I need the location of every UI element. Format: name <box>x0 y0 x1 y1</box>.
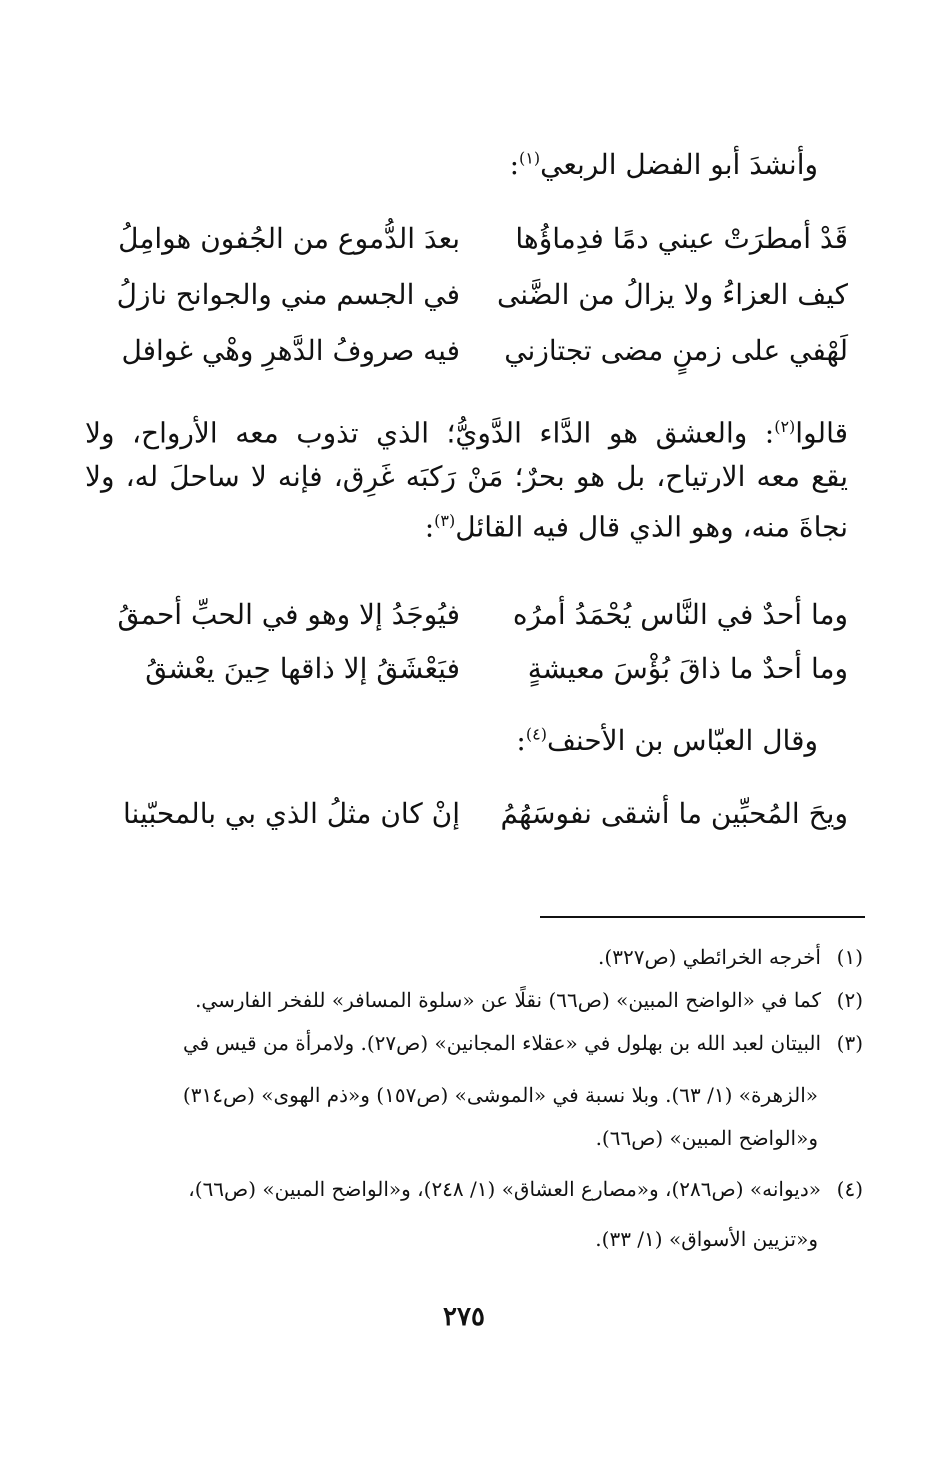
footnote-ref: (٢) <box>774 417 796 436</box>
verse-first-hemistich: كيف العزاءُ ولا يزالُ من الضَّنى <box>496 278 848 311</box>
footnote-text: البيتان لعبد الله بن بهلول في «عقلاء المجانين» (ص٢٧). ولامرأة من قيس في <box>182 1031 821 1055</box>
poem-intro <box>510 148 818 181</box>
verse-second-hemistich: إنْ كان مثلُ الذي بي بالمحبّينا <box>123 797 460 830</box>
footnote-text: «ديوانه» (ص٢٨٦)، و«مصارع العشاق» (١/ ٢٤٨)، و«الواضح المبين» (ص٦٦)، <box>188 1177 821 1201</box>
prose-text: : <box>424 510 435 544</box>
prose-line <box>85 499 848 549</box>
prose-line <box>85 405 848 455</box>
prose-text: نجاةَ منه، وهو الذي قال فيه القائل <box>455 510 848 544</box>
footnote-ref: (٣) <box>434 511 456 531</box>
intro-text: وأنشدَ أبو الفضل الربعي <box>540 148 818 181</box>
verse-first-hemistich: لَهْفي على زمنٍ مضى تجتازني <box>504 334 848 367</box>
footnote-separator <box>540 916 865 918</box>
verse-first-hemistich: وما أحدٌ في النَّاس يُحْمَدُ أمرُه <box>512 598 848 631</box>
footnote-number: (٤) <box>836 1177 863 1201</box>
footnote-ref: (٤) <box>525 724 547 744</box>
verse-second-hemistich: فيُوجَدُ إلا وهو في الحبِّ أحمقُ <box>117 598 460 631</box>
intro-colon: : <box>516 724 526 757</box>
prose-line: يقع معه الارتياح، بل هو بحرٌ؛ مَنْ رَكبَه غَرِق، فإنه لا ساحلَ له، ولا <box>85 460 848 494</box>
footnote-4 <box>80 1168 863 1211</box>
footnote-number: (٣) <box>836 1031 863 1055</box>
poem-intro <box>516 724 818 757</box>
verse-first-hemistich: ويحَ المُحبِّين ما أشقى نفوسَهُمُ <box>500 797 848 830</box>
prose-text: : والعشق هو الدَّاء الدَّويُّ؛ الذي تذوب معه الأرواح، ولا <box>85 416 775 450</box>
page-number: ٢٧٥ <box>443 1302 485 1332</box>
verse-first-hemistich: قَدْ أمطرَتْ عيني دمًا فدِماؤُها <box>515 222 848 255</box>
footnote-3 <box>80 1022 863 1065</box>
intro-colon: : <box>509 148 520 181</box>
prose-paragraph <box>85 405 848 550</box>
verse-second-hemistich: في الجسم مني والجوانح نازلُ <box>116 278 460 311</box>
footnote-3-continuation: «الزهرة» (١/ ٦٣). وبلا نسبة في «الموشى» (ص١٥٧) و«ذم الهوى» (ص٣١٤) <box>182 1083 818 1107</box>
footnote-text: أخرجه الخرائطي (ص٣٢٧). <box>598 945 821 969</box>
footnote-4-continuation: و«تزيين الأسواق» (١/ ٣٣). <box>595 1227 818 1251</box>
footnote-text: كما في «الواضح المبين» (ص٦٦) نقلًا عن «سلوة المسافر» للفخر الفارسي. <box>195 988 821 1012</box>
footnote-number: (١) <box>836 945 863 969</box>
prose-text: قالوا <box>795 416 848 450</box>
verse-second-hemistich: فيَعْشَقُ إلا ذاقها حِينَ يعْشقُ <box>145 652 460 685</box>
footnote-3-continuation: و«الواضح المبين» (ص٦٦). <box>595 1126 818 1150</box>
footnote-ref: (١) <box>519 148 541 168</box>
verse-second-hemistich: بعدَ الدُّموع من الجُفون هوامِلُ <box>118 222 460 255</box>
footnote-2 <box>80 979 863 1022</box>
footnote-1 <box>80 936 863 979</box>
verse-first-hemistich: وما أحدٌ ما ذاقَ بُؤْسَ معيشةٍ <box>527 652 848 685</box>
verse-second-hemistich: فيه صروفُ الدَّهرِ وهْي غوافل <box>121 334 460 367</box>
intro-text: وقال العبّاس بن الأحنف <box>546 724 818 757</box>
footnote-number: (٢) <box>836 988 863 1012</box>
